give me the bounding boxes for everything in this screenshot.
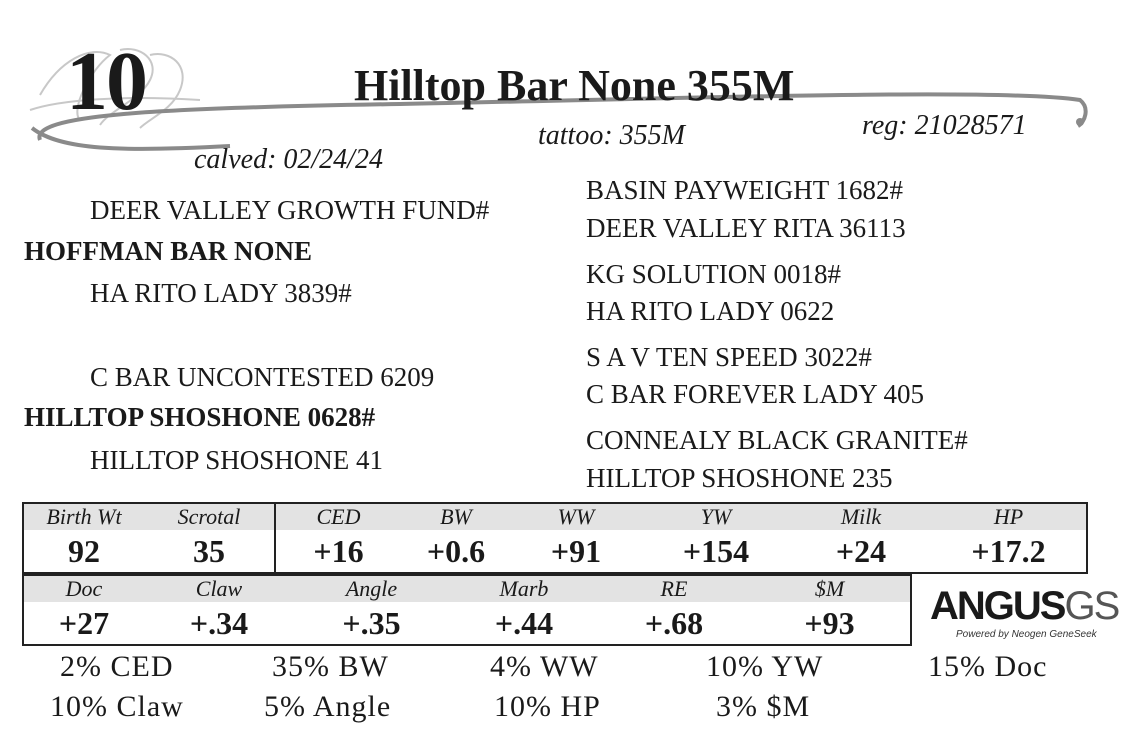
epd-table-primary [22, 502, 1088, 574]
percentile: 10% Claw [50, 690, 184, 723]
percentile: 10% HP [494, 690, 601, 723]
header-claw: Claw [144, 575, 294, 602]
value-hp: +17.2 [971, 532, 1046, 569]
value-bw: +0.6 [426, 532, 486, 569]
value-marb: +.44 [494, 604, 554, 641]
ancestor: C BAR FOREVER LADY 405 [586, 379, 925, 409]
ancestor: HILLTOP SHOSHONE 235 [586, 463, 893, 493]
ancestor: BASIN PAYWEIGHT 1682# [586, 175, 904, 205]
percentile: 35% BW [272, 650, 389, 683]
value-ced: +16 [313, 532, 364, 569]
header-angle: Angle [294, 575, 449, 602]
value-scrotal: 35 [144, 530, 275, 573]
dam-sire: C BAR UNCONTESTED 6209 [90, 362, 435, 392]
lot-number: 10 [66, 35, 146, 128]
value-birth-wt: 92 [68, 532, 100, 569]
percentile: 10% YW [706, 650, 824, 683]
logo-tagline: Powered by Neogen GeneSeek [956, 629, 1097, 640]
value-yw: +154 [682, 532, 750, 569]
value-angle: +.35 [342, 604, 401, 641]
value-ww: +91 [550, 532, 602, 569]
header-marb: Marb [449, 575, 599, 602]
header-doc: Doc [23, 575, 144, 602]
angus-gs-logo [930, 584, 1119, 644]
value-re: +.68 [644, 604, 704, 641]
header-ced: CED [275, 503, 401, 530]
logo-brand: ANGUS [930, 584, 1065, 628]
ancestor: HA RITO LADY 0622 [586, 296, 835, 326]
dam-dam: HILLTOP SHOSHONE 41 [90, 445, 384, 475]
header-dollar-m: $M [749, 575, 911, 602]
header-bw: BW [401, 503, 511, 530]
value-doc: +27 [58, 604, 110, 641]
header-milk: Milk [791, 503, 931, 530]
epd-table-secondary [22, 574, 912, 646]
ancestor: DEER VALLEY RITA 36113 [586, 213, 906, 243]
header-scrotal: Scrotal [144, 503, 275, 530]
ancestor: KG SOLUTION 0018# [586, 259, 841, 289]
calved-date: calved: 02/24/24 [194, 144, 383, 175]
logo-suffix: GS [1064, 584, 1119, 628]
value-milk: +24 [835, 532, 887, 569]
value-claw: +.34 [189, 604, 249, 641]
value-dollar-m: +93 [804, 604, 855, 641]
animal-name: Hilltop Bar None 355M [354, 61, 795, 110]
sire: HOFFMAN BAR NONE [24, 236, 312, 266]
percentile: 4% WW [490, 650, 599, 683]
header-yw: YW [641, 503, 791, 530]
sire-sire: DEER VALLEY GROWTH FUND# [90, 195, 490, 225]
percentile: 2% CED [60, 650, 174, 683]
ancestor: CONNEALY BLACK GRANITE# [586, 425, 968, 455]
percentile: 5% Angle [264, 690, 392, 723]
dam: HILLTOP SHOSHONE 0628# [24, 402, 376, 432]
tattoo: tattoo: 355M [538, 120, 685, 151]
header-birth-wt: Birth Wt [23, 503, 144, 530]
header-hp: HP [931, 503, 1087, 530]
sire-dam: HA RITO LADY 3839# [90, 278, 352, 308]
registration-number: reg: 21028571 [862, 110, 1027, 141]
percentile: 15% Doc [928, 650, 1048, 683]
header-re: RE [599, 575, 749, 602]
header-ww: WW [511, 503, 641, 530]
percentile: 3% $M [716, 690, 811, 723]
ancestor: S A V TEN SPEED 3022# [586, 342, 872, 372]
